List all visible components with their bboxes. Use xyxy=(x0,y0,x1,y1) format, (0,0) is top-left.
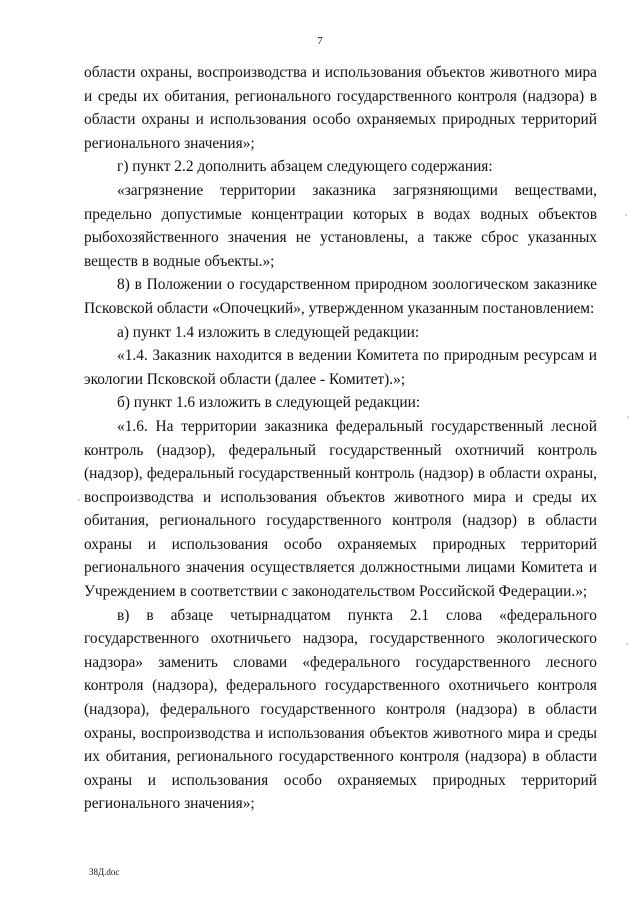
paragraph-item-b: б) пункт 1.6 изложить в следующей редакции: xyxy=(117,394,421,412)
paragraph-item-v: в) в абзаце четырнадцатом пункта 2.1 слова «федерального государственного охотничьего надзора, государственного экологического надзора» заменить словами «федерального государственного лесного контроля (надзора), федерального государственного охотничьего контроля (надзора), федерального государственного контроля (надзора) в области охраны, воспроизводства и использования объектов животного мира и среды их обитания, регионального государственного контроля (надзора) в области охраны и использования особо охраняемых природных территорий регионального значения»; xyxy=(84,606,597,813)
paragraph-quote-1-6: «1.6. На территории заказника федеральный государственный лесной контроль (надзор), федеральный государственный охотничий контроль (надзор), федеральный государственный контроль (надзор) в области охраны, воспроизводства и использования объектов животного мира и среды их обитания, регионального государственного контроля (надзор) в области охраны и использования особо охраняемых природных территорий регионального значения осуществляется должностными лицами Комитета и Учреждением в соответствии с законодательством Российской Федерации.»; xyxy=(84,417,597,601)
paragraph-quote-1-4: «1.4. Заказник находится в ведении Комитета по природным ресурсам и экологии Псковской области (далее - Комитет).»; xyxy=(84,347,597,388)
paragraph-quote-pollution: «загрязнение территории заказника загрязняющими веществами, предельно допустимые концентрации которых в водах водных объектов рыбохозяйственного значения не установлены, а также сброс указанных веществ в водные объекты.»; xyxy=(84,181,597,270)
paragraph-item-8: 8) в Положении о государственном природном зоологическом заказнике Псковской области «Опочецкий», утвержденном указанным постановлением: xyxy=(84,276,597,317)
footer-filename: 38Д.doc xyxy=(89,867,120,877)
paragraph-item-a: а) пункт 1.4 изложить в следующей редакции: xyxy=(117,323,420,341)
scan-speck xyxy=(626,643,628,645)
paragraph-item-g: г) пункт 2.2 дополнить абзацем следующего содержания: xyxy=(117,158,493,176)
paragraph-continuation: области охраны, воспроизводства и использования объектов животного мира и среды их обитания, регионального государственного контроля (надзора) в области охраны и использования особо охраняемых природных территорий регионального значения»; xyxy=(84,64,597,152)
page-number: 7 xyxy=(317,35,323,47)
document-body xyxy=(84,61,597,816)
scan-speck xyxy=(78,499,80,501)
scan-speck xyxy=(625,214,627,216)
scan-speck xyxy=(627,416,629,418)
